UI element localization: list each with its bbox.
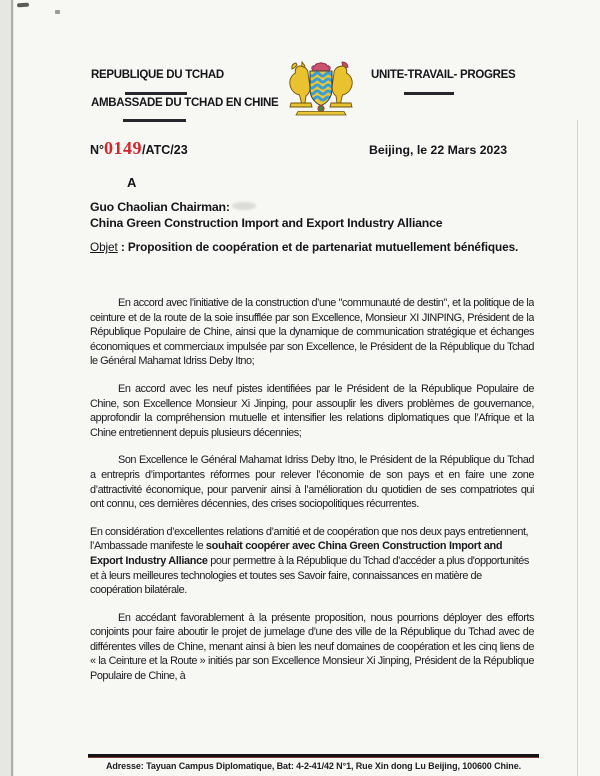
reference-prefix: N° [90, 143, 105, 157]
scan-edge-line [11, 0, 13, 776]
paragraph-5: En accédant favorablement à la présente proposition, nous pourrions déployer des efforts conjoints pour faire aboutir le projet de jumelage d’une des ville de la République du Tchad avec de différentes villes de Chine, menant ainsi à bien les neuf domaines de coopération et les cinq liens de « la Ceinture et la Route » initiés par son Excellence Monsieur Xi Jinping, Président de la République Populaire de Chine, à [90, 611, 534, 683]
reference-number [90, 138, 188, 159]
letterhead-embassy: AMBASSADE DU TCHAD EN CHINE [91, 97, 279, 109]
paragraph-4-bold: souhait coopérer avec China Green Construction Import and Export Industry Alliance [90, 540, 503, 567]
paragraph-4-suffix: pour permettre à la République du Tchad d’accéder a plus d'opportunités et à leurs meilleures technologies et toutes ses Savoir faire, connaissances en matière de coopération bilatérale. [90, 554, 529, 597]
subject-line [90, 240, 540, 256]
footer-divider-line [88, 754, 539, 758]
paragraph-3: Son Excellence le Général Mahamat Idriss Deby Itno, le Président de la République du Tchad a entrepris d’importantes réformes pour relever l’économie de son pays et en faire une zone d’attractivité économique, pour parvenir ainsi à l’amélioration du quotidien de ses compatriotes qui ont connu, ces dernières décennies, des crises sociopolitiques récurrentes. [90, 454, 534, 511]
divider-line [404, 92, 454, 95]
divider-line [123, 119, 186, 122]
letter-body [90, 296, 534, 748]
paragraph-4 [90, 525, 534, 598]
recipient-organization: China Green Construction Import and Export Industry Alliance [90, 215, 443, 230]
dateline: Beijing, le 22 Mars 2023 [369, 143, 508, 157]
scan-artifact [55, 10, 60, 14]
subject-label: Objet [90, 240, 118, 254]
reference-digits: 0149 [104, 138, 143, 158]
scan-edge-line [577, 120, 578, 776]
letterhead-republic: REPUBLIQUE DU TCHAD [91, 69, 224, 81]
scan-artifact [17, 3, 29, 8]
recipient-contact: Guo Chaolian Chairman: [90, 200, 230, 214]
chad-coat-of-arms-icon [286, 60, 356, 116]
subject-text: : Proposition de coopération et de partenariat mutuellement bénéfiques. [117, 240, 519, 254]
recipient-block [90, 200, 550, 231]
footer-address: Adresse: Tayuan Campus Diplomatique, Bat: 4-2-41/42 N°1, Rue Xin dong Lu Beijing, 100600 Chine. [105, 761, 522, 771]
paragraph-1: En accord avec l’initiative de la construction d’une "communauté de destin", et la politique de la ceinture et de la route de la soie insufflée par son Excellence, Monsieur XI JINPING, Président de la République Populaire de Chine, ainsi que la dynamique de communication stratégique et échanges économiques et commerciaux impulsée par son Excellence, le Président de la République du Tchad le Général Mahamat Idriss Deby Itno; [90, 297, 534, 368]
divider-line [125, 92, 187, 95]
salutation: A [127, 175, 137, 190]
letterhead-motto: UNITE-TRAVAIL- PROGRES [371, 69, 516, 81]
reference-suffix: /ATC/23 [142, 143, 188, 157]
paragraph-2: En accord avec les neuf pistes identifiées par le Président de la République Populaire de Chine, son Excellence Monsieur Xi Jinping, pour assouplir les divers problèmes de gouvernance, approfondir la compréhension mutuelle et intensifier les relations diplomatiques que l’Afrique et la Chine entretiennent depuis plusieurs décennies; [90, 382, 534, 439]
paragraph-4-prefix: En considération d’excellentes relations d’amitié et de coopération que nos deux pays entretiennent, l’Ambassade manifeste le [90, 525, 529, 553]
